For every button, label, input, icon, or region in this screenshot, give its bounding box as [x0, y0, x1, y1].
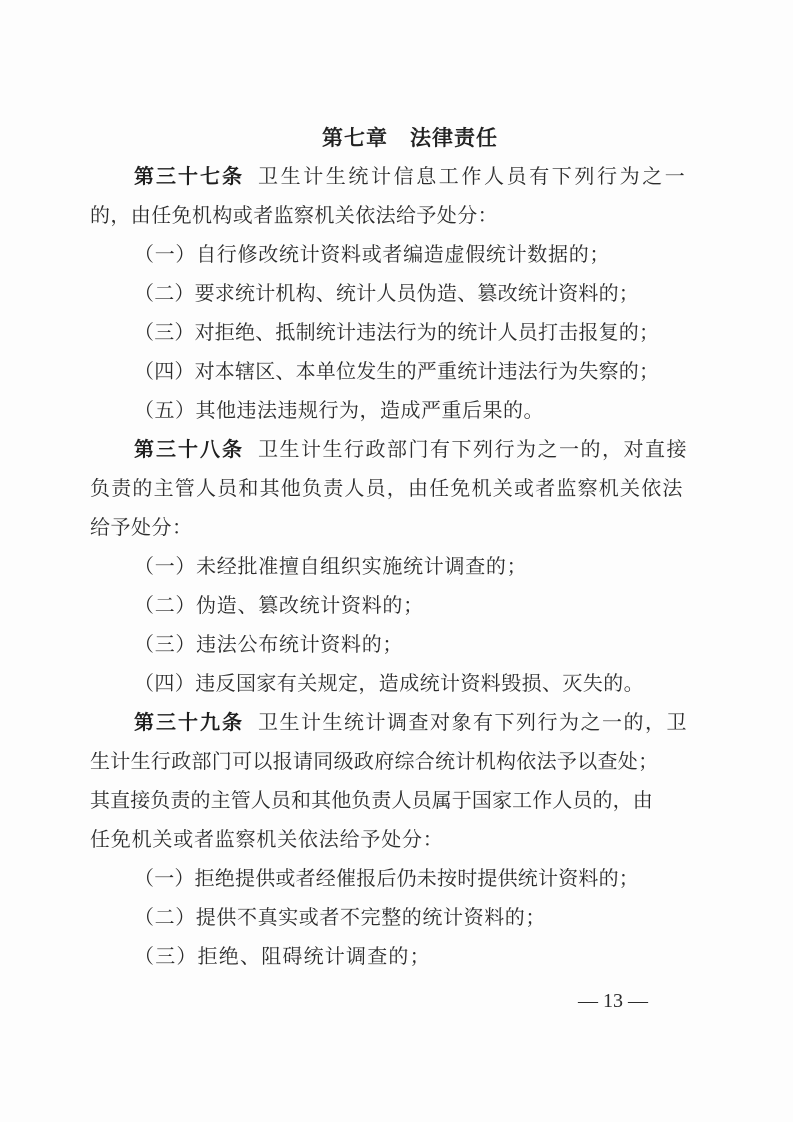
- article-37-item: （一）自行修改统计资料或者编造虚假统计数据的；: [134, 242, 611, 266]
- article-39-intro-line: 其直接负责的主管人员和其他负责人员属于国家工作人员的，由: [90, 788, 653, 812]
- article-39-intro: 卫生计生统计调查对象有下列行为之一的，卫: [258, 710, 688, 734]
- article-38-item: （四）违反国家有关规定，造成统计资料毁损、灭失的。: [134, 671, 644, 695]
- chapter-heading: [0, 122, 793, 152]
- article-37-first-line: [134, 162, 687, 190]
- article-39-intro-line: 任免机关或者监察机关依法给予处分：: [90, 827, 444, 851]
- article-39-item: （三）拒绝、阻碍统计调查的；: [134, 944, 431, 968]
- article-38-intro-line: 给予处分：: [90, 515, 193, 539]
- article-38-number: 第三十八条: [134, 437, 244, 461]
- article-39-number: 第三十九条: [134, 710, 244, 734]
- article-37-item: （三）对拒绝、抵制统计违法行为的统计人员打击报复的；: [134, 320, 660, 344]
- article-39-item: （一）拒绝提供或者经催报后仍未按时提供统计资料的；: [134, 866, 639, 890]
- page-number: — 13 —: [578, 990, 648, 1012]
- article-38-item: （一）未经批准擅自组织实施统计调查的；: [134, 554, 528, 578]
- article-38-item: （二）伪造、篡改统计资料的；: [134, 593, 424, 617]
- article-38-intro-line: 负责的主管人员和其他负责人员，由任免机关或者监察机关依法: [90, 476, 684, 500]
- article-38-item: （三）违法公布统计资料的；: [134, 632, 404, 656]
- chapter-subtitle: 法律责任: [410, 126, 498, 150]
- article-38-first-line: [134, 435, 688, 463]
- chapter-title: 第七章: [322, 126, 388, 150]
- article-37-item: （四）对本辖区、本单位发生的严重统计违法行为失察的；: [134, 359, 660, 383]
- article-39-first-line: [134, 708, 688, 736]
- article-39-intro-line: 生计生行政部门可以报请同级政府综合统计机构依法予以查处；: [90, 749, 659, 773]
- article-37-item: （五）其他违法违规行为，造成严重后果的。: [134, 398, 544, 422]
- article-37-number: 第三十七条: [134, 164, 244, 188]
- article-39-item: （二）提供不真实或者不完整的统计资料的；: [134, 905, 546, 929]
- article-37-item: （二）要求统计机构、统计人员伪造、篡改统计资料的；: [134, 281, 639, 305]
- article-37-intro-line: 的，由任免机构或者监察机关依法给予处分：: [90, 203, 498, 227]
- article-38-intro: 卫生计生行政部门有下列行为之一的，对直接: [258, 437, 688, 461]
- article-37-intro: 卫生计生统计信息工作人员有下列行为之一: [258, 164, 688, 188]
